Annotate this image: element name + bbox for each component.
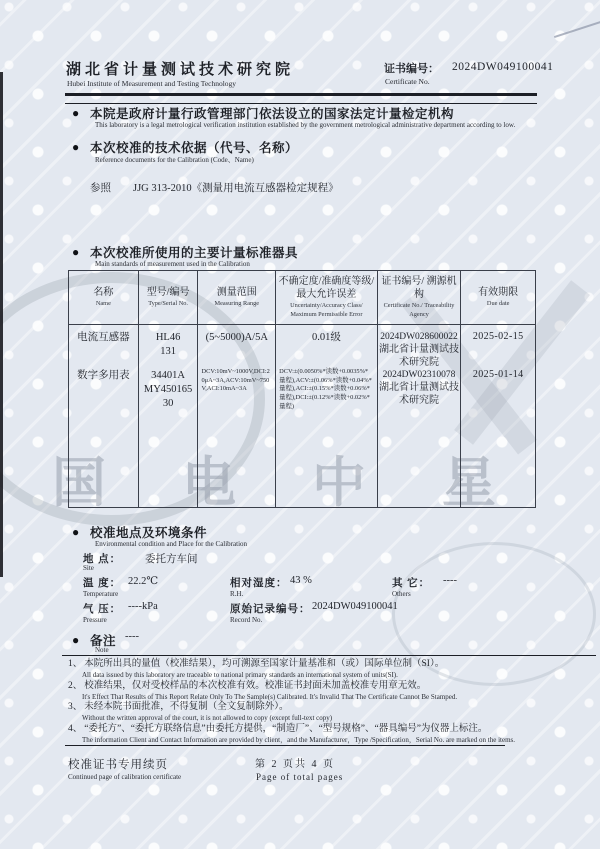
notes-top-rule — [62, 655, 596, 656]
pressure-value: ----kPa — [128, 601, 158, 612]
reference-document: JJG 313-2010《测量用电流互感器检定规程》 — [133, 183, 339, 194]
environment-heading-cn: 校准地点及环境条件 — [90, 526, 208, 540]
statement-heading-cn: 本院是政府计量行政管理部门依法设立的国家法定计量检定机构 — [90, 107, 455, 121]
note-heading-en: Note — [95, 646, 109, 654]
reference-document-line — [90, 180, 339, 195]
statement-heading-en: This laboratory is a legal metrological verification institution established by the government metrological administrative department according to low. — [95, 121, 516, 129]
others-label-cn: 其 它： — [392, 578, 431, 589]
row2-range: DCV:10mV~1000V,DCI:20μA~3A,ACV:10mV~750V,ACI:10mA~3A — [201, 368, 270, 393]
standards-table-header — [69, 271, 535, 325]
note-item-4: 4、 “委托方”、“委托方联络信息”由委托方提供，“制造厂”、“型号规格”、“器具编号”为仪器上标注。 The information Client and Contact Information are provided by client，and the Manufacturer，Type /Specification，Serial No. are marked on the items. — [68, 723, 515, 744]
environment-heading-en: Environmental condition and Place for the Calibration — [95, 540, 248, 548]
org-name-en: Hubei Institute of Measurement and Testing Technology — [67, 79, 237, 88]
bullet-icon: ● — [72, 633, 80, 647]
note-heading-cn: 备注 — [90, 634, 117, 648]
bullet-icon: ● — [72, 106, 80, 120]
record-no-label-en: Record No. — [230, 616, 263, 624]
record-no-value: 2024DW049100041 — [312, 601, 398, 612]
org-name-cn: 湖北省计量测试技术研究院 — [66, 62, 295, 78]
bullet-icon: ● — [72, 525, 80, 539]
body-col-cert-agency — [378, 325, 462, 507]
body-col-due-date — [461, 325, 535, 507]
body-col-uncertainty — [276, 325, 378, 507]
temperature-value: 22.2℃ — [128, 576, 159, 587]
standards-table — [68, 270, 536, 508]
temperature-label-en: Temperature — [83, 590, 119, 598]
col-header-cert-agency: 证书编号/ 溯源机构 Certificate No./ Traceability Agency — [378, 271, 462, 324]
watermark-text: 国电中星 — [52, 453, 572, 513]
others-value: ---- — [443, 575, 457, 586]
rh-label-en: R.H. — [230, 590, 244, 598]
bullet-icon: ● — [72, 140, 80, 154]
row2-name: 数字多用表 — [77, 370, 130, 381]
rh-label-cn: 相对湿度： — [230, 578, 288, 589]
others-label-en: Others — [392, 590, 411, 598]
standards-table-body — [69, 325, 535, 507]
col-header-range: 测量范围 Measuring Range — [198, 271, 276, 324]
rh-value: 43 % — [290, 575, 312, 586]
page-number-cn: 第 2 页共 4 页 — [255, 759, 335, 770]
record-no-label-cn: 原始记录编号： — [230, 604, 311, 615]
certificate-no-label-en: Certificate No. — [385, 77, 430, 86]
standards-heading-cn: 本次校准所使用的主要计量标准器具 — [90, 246, 299, 260]
standards-heading-en: Main standards of measurement used in the Calibration — [95, 260, 250, 268]
certificate-no-label-cn: 证书编号： — [384, 63, 439, 75]
col-header-name: 名称 Name — [69, 271, 139, 324]
body-col-name — [69, 325, 139, 507]
scan-corner-artifact — [554, 20, 600, 38]
note-item-3: 3、 未经本院书面批准，不得复制（全文复制除外）。 Without the written approval of the court, it is not allowed to copy (except full-text copy) — [68, 702, 333, 723]
col-header-uncertainty: 不确定度/准确度等级/ 最大允许误差 Uncertainty/Accuracy Class/ Maximum Permissible Error — [276, 271, 378, 324]
row1-cert-agency: 2024DW028600022 湖北省计量测试技术研究院 — [379, 332, 459, 369]
row2-type-serial: 34401A MY45016530 — [143, 370, 193, 410]
row1-type-serial: HL46 131 — [155, 332, 181, 358]
note-value: ---- — [125, 631, 139, 642]
row2-cert-agency: 2024DW02310078 湖北省计量测试技术研究院 — [379, 370, 459, 407]
certificate-no-value: 2024DW049100041 — [452, 61, 554, 73]
pressure-label-en: Pressure — [83, 616, 107, 624]
footer-rule — [65, 745, 505, 746]
notes-list — [68, 659, 592, 746]
site-label-cn: 地 点： — [83, 554, 122, 565]
note-item-2: 2、 校准结果，仅对受校样品的本次校准有效。校准证书封面未加盖校准专用章无效。 It's Effect That Results of This Report Relate Only To The Sample(s) Calibrated. It's Invalid That The Certificate Cannot Be Stamped. — [68, 680, 458, 701]
temperature-label-cn: 温 度： — [83, 578, 122, 589]
body-col-range — [198, 325, 276, 507]
footer-title-en: Continued page of calibration certificate — [68, 773, 182, 781]
row2-due-date: 2025-01-14 — [472, 369, 524, 380]
row2-accuracy: DCV:±(0.0050%*读数+0.0035%*量程),ACV:±(0.06%*读数+0.04%*量程),ACI:±(0.15%*读数+0.06%*量程),DCI:±(0.12%*读数+0.02%*量程) — [279, 368, 372, 410]
row1-name: 电流互感器 — [77, 332, 130, 343]
scan-edge-artifact — [0, 72, 3, 577]
footer-title-cn: 校准证书专用续页 — [68, 759, 168, 771]
site-label-en: Site — [83, 564, 94, 572]
body-col-type-serial — [139, 325, 199, 507]
note-item-1: 1、 本院所出具的量值（校准结果），均可溯源至国家计量基准和（或）国际单位制（SI）。 All data issued by this laboratory are traceable to national primary standards an international system of units(SI). — [68, 659, 445, 679]
site-value: 委托方车间 — [145, 554, 198, 565]
col-header-due-date: 有效期限 Due date — [478, 286, 519, 308]
col-header-type-serial: 型号/编号 Type/Serial No. — [139, 271, 199, 324]
row1-due-date: 2025-02-15 — [472, 331, 524, 342]
row1-range: (5~5000)A/5A — [205, 332, 268, 343]
row1-accuracy: 0.01级 — [311, 332, 341, 343]
pressure-label-cn: 气 压： — [83, 604, 122, 615]
reference-heading-en: Reference documents for the Calibration (Code、Name) — [95, 156, 254, 164]
page-number-en: Page of total pages — [256, 772, 344, 782]
reference-heading-cn: 本次校准的技术依据（代号、名称） — [90, 141, 299, 155]
header-double-rule — [65, 93, 537, 104]
reference-label: 参照 — [90, 183, 111, 194]
bullet-icon: ● — [72, 245, 80, 259]
